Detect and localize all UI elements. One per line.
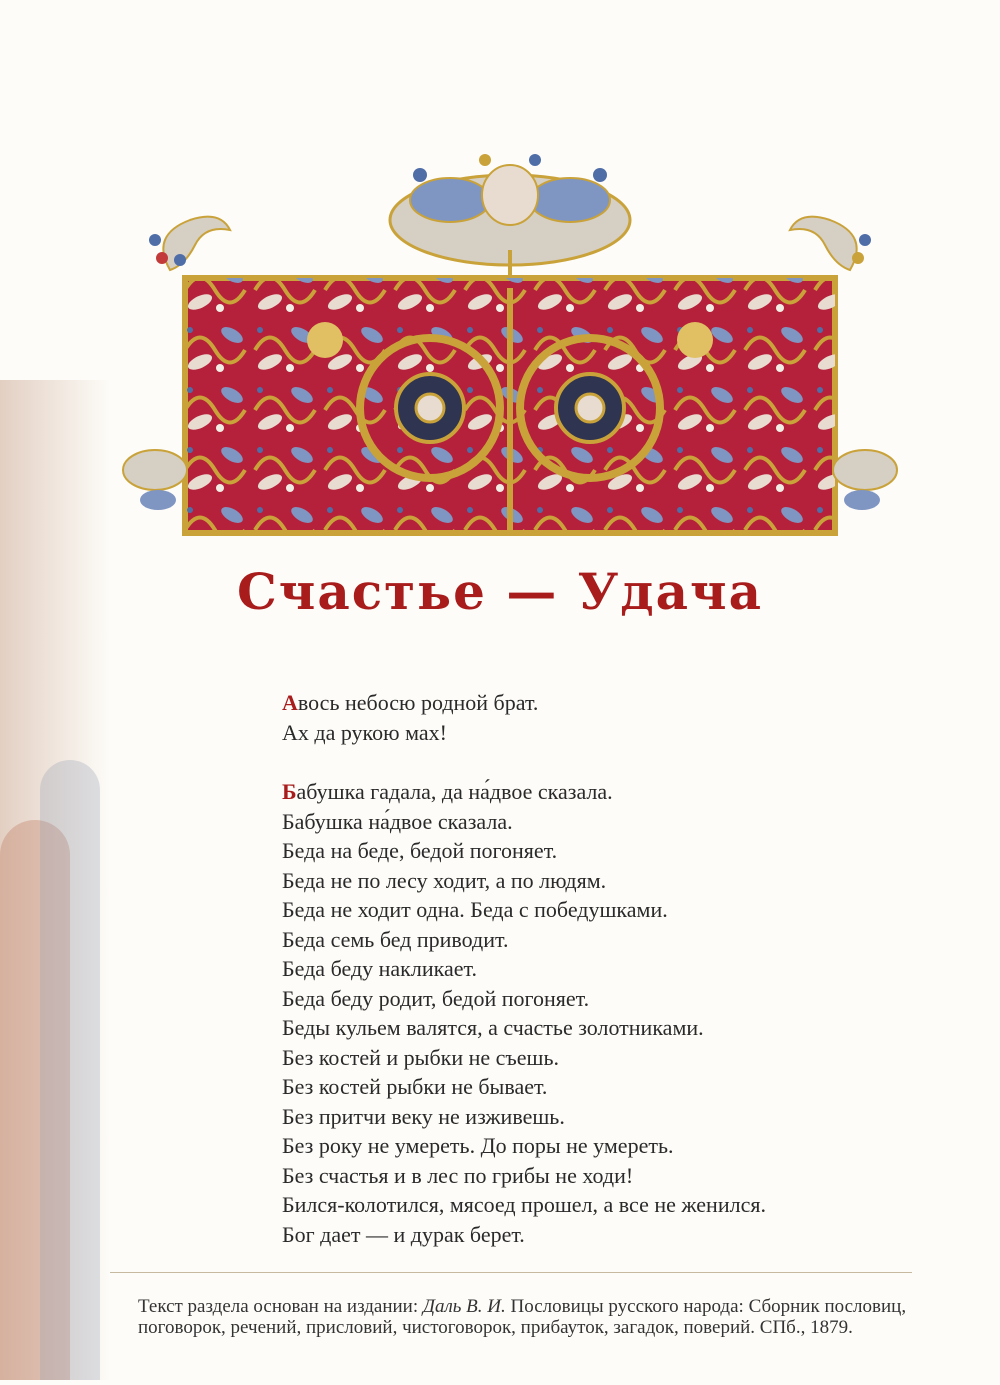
proverb-text: Без року не умереть. До поры не умереть. bbox=[282, 1133, 674, 1158]
proverb-text: Без счастья и в лес по грибы не ходи! bbox=[282, 1162, 634, 1188]
source-prefix: Текст раздела основан на издании: bbox=[138, 1296, 423, 1317]
proverb-text: Беда беду накликает. bbox=[282, 956, 477, 981]
proverb-text: Бабушка на́двое сказала. bbox=[282, 808, 513, 834]
source-rest: Пословицы русского народа: Сборник пословиц, поговорок, речений, присловий, чистоговорок, прибауток, загадок, поверий. СПб., 1879. bbox=[138, 1296, 907, 1338]
proverb-line bbox=[282, 807, 942, 837]
proverb-text: Беда не ходит одна. Беда с победушками. bbox=[282, 897, 668, 922]
proverb-text: Беда не по лесу ходит, а по людям. bbox=[282, 867, 607, 893]
proverb-line bbox=[282, 777, 942, 807]
proverb-line bbox=[282, 1043, 942, 1073]
proverb-text: абушка гадала, да на́двое сказала. bbox=[296, 779, 613, 804]
proverb-line bbox=[282, 895, 942, 925]
proverb-text: Беда беду родит, бедой погоняет. bbox=[282, 985, 590, 1011]
proverb-text: Беда семь бед приводит. bbox=[282, 926, 509, 952]
proverb-line bbox=[282, 688, 942, 718]
proverb-text: Без костей и рыбки не съешь. bbox=[282, 1044, 560, 1070]
proverb-text: вось небосю родной брат. bbox=[297, 690, 539, 715]
proverb-text: Бился-колотился, мясоед прошел, а все не женился. bbox=[282, 1192, 766, 1217]
drop-initial: Б bbox=[282, 779, 297, 804]
source-author: Даль В. И. bbox=[422, 1296, 506, 1317]
proverb-line bbox=[282, 1072, 942, 1102]
source-note bbox=[138, 1296, 928, 1338]
drop-initial: А bbox=[282, 690, 298, 715]
proverb-line bbox=[282, 1013, 942, 1043]
divider bbox=[110, 1272, 912, 1273]
proverb-text: Бог дает — и дурак берет. bbox=[282, 1221, 525, 1247]
proverb-line bbox=[282, 1161, 942, 1191]
side-illustration bbox=[0, 380, 110, 1380]
ornament-panel bbox=[185, 278, 835, 533]
proverb-line bbox=[282, 866, 942, 896]
ornamental-headpiece bbox=[110, 140, 910, 560]
proverb-line bbox=[282, 1131, 942, 1161]
proverb-line bbox=[282, 836, 942, 866]
page-title: Счастье — Удача bbox=[236, 562, 764, 621]
proverb-text: Без костей рыбки не бывает. bbox=[282, 1074, 548, 1099]
proverb-text: Беда на беде, бедой погоняет. bbox=[282, 838, 558, 863]
stanza-gap bbox=[282, 747, 942, 777]
proverb-line bbox=[282, 1190, 942, 1220]
proverb-text: Без притчи веку не изживешь. bbox=[282, 1103, 565, 1129]
proverb-line bbox=[282, 954, 942, 984]
figure-right bbox=[40, 760, 100, 1380]
right-flourish bbox=[790, 217, 871, 270]
left-flourish bbox=[149, 217, 230, 270]
crown-ornament bbox=[390, 154, 630, 275]
proverb-text: Ах да рукою мах! bbox=[282, 719, 447, 745]
proverb-list bbox=[282, 688, 942, 1249]
proverb-text: Беды кульем валятся, а счастье золотниками. bbox=[282, 1015, 704, 1040]
proverb-line bbox=[282, 925, 942, 955]
proverb-line bbox=[282, 718, 942, 748]
proverb-line bbox=[282, 984, 942, 1014]
proverb-line bbox=[282, 1102, 942, 1132]
proverb-line bbox=[282, 1220, 942, 1250]
